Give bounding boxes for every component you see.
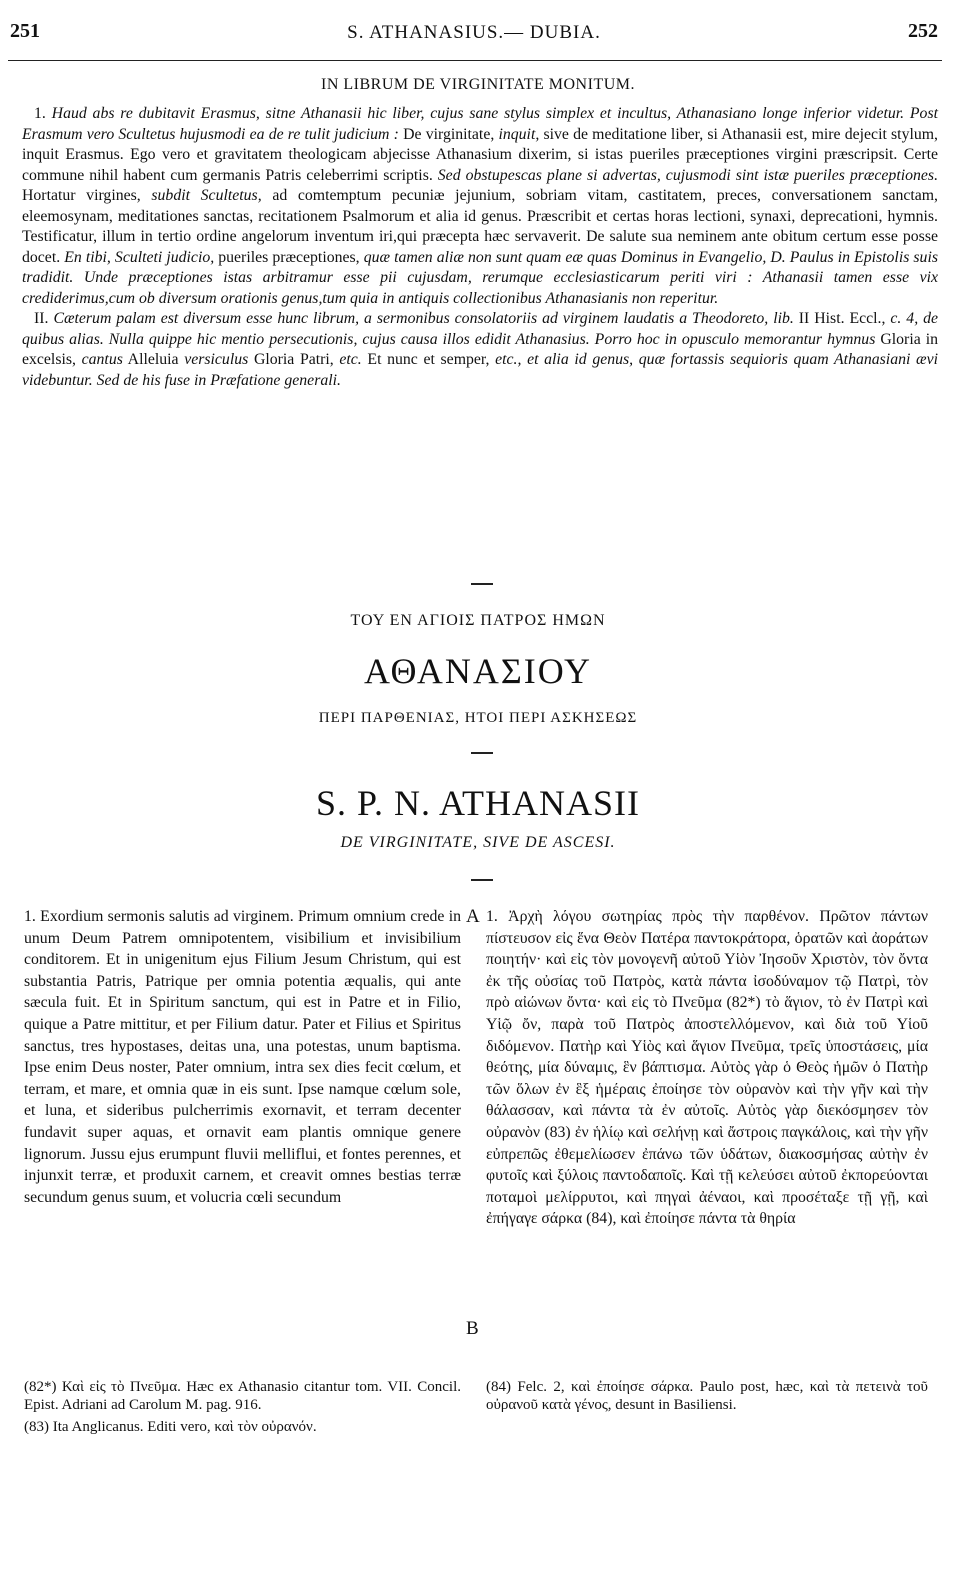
roman-text: II Hist. Eccl., bbox=[798, 310, 886, 327]
italic-text: quæ tamen aliæ non sunt quam eæ quas Dominus in Evangelio, D. Paulus in Epistolis suis tradidit. Unde præceptiones istas arbitramur esse pii cujusdam, rerumque ecclesiasticarum periti viri : Athanasii tamen esse vix crediderimus,cum ob diversum orationis genus,tum quia in antiquis collectionibus Athanasianis non reperitur. bbox=[22, 248, 938, 307]
roman-text: ad comtemptum pecuniæ jejunium, sobriam vitam, castitatem, preces, conversationem sanctam, eleemosynam, meditationes sanctas, recitationem Psalmorum et alia id genus. Præscribit et certas horas lectioni, synaxi, deprecationi, hymnis. Testificatur, illum in tertio ordine angelorum inventum iri,qui præcepta hæc servaverit. De salute sua neminem ante obitum certum esse posse docet. bbox=[22, 187, 939, 266]
roman-text: Et nunc et semper, bbox=[367, 351, 490, 368]
roman-text: pueriles præceptiones, bbox=[218, 248, 360, 266]
italic-text: etc. bbox=[339, 351, 362, 368]
roman-text: De virginitate, bbox=[403, 125, 495, 143]
latin-column: 1. Exordium sermonis salutis ad virginem. Primum omnium crede in unum Deum Patrem omnipotentem, visibilium et invisibilium conditorem. Et in unigenitum ejus Filium Jesum Christum, qui est substantia Patris, Patrique per omnia potentia æqualis, qui ante sæcula fuit. Et in Spiritum sanctum, qui est in Patre et in Filio, quique a Patre mittitur, et per Filium datur. Pater et Filius et Spiritus sanctus, tres hypostases, deitas una, una potestas, unum baptisma. Ipse enim Deus noster, Pater omnium, intra sex dies fecit cœlum, et terram, et mare, et omnia quæ in eis sunt. Ipse namque cœlum sole, et luna, et sideribus pulcherrimis exornavit, et terram decenter fundavit super aquas, et ornavit eam plantis omnique genere lignorum. Jussu ejus erumpunt fluvii melliflui, et fontes perennes, et injunxit terræ, et produxit carnem, et creavit omnes bestias terræ secundum genus suum, et volucria cœli secundum bbox=[24, 908, 461, 1206]
running-head bbox=[10, 20, 938, 50]
section-dash bbox=[471, 583, 493, 585]
italic-text: etc., bbox=[495, 351, 522, 368]
roman-text: sive de meditatione liber, si Athanasii est, mire dejecit stylum, inquit Erasmus. Ego vero et gravitatem theologicam abjecisse Athanasium dixerim, si istas pueriles præceptiones virgini præscripsit. Certe commune nihil habent cum germanis Patris celeberrimi scriptis. bbox=[22, 125, 938, 184]
footnote: (82*) Καὶ εἰς τὸ Πνεῦμα. Hæc ex Athanasio citantur tom. VII. Concil. Epist. Adriani ad Carolum M. pag. 916. bbox=[24, 1379, 461, 1413]
paragraph-number: II. bbox=[34, 310, 49, 327]
section-dash bbox=[471, 879, 493, 881]
page-number-left: 251 bbox=[10, 20, 40, 42]
footnote: (84) Felc. 2, καὶ ἐποίησε σάρκα. Paulo post, hæc, καὶ τὰ πετεινὰ τοῦ οὐρανοῦ κατὰ γένος, desunt in Basiliensi. bbox=[486, 1379, 928, 1413]
latin-title-author: S. P. N. ATHANASII bbox=[315, 783, 641, 823]
monitum-paragraph-1 bbox=[22, 104, 938, 309]
italic-text: c. 4, de quibus alias. Nulla quippe hic mentio persecutionis, cujus causa illos edidit Athanasius. Porro hoc in opusculo memorantur hymnus bbox=[22, 310, 938, 348]
section-dash bbox=[471, 752, 493, 754]
italic-text: et alia id genus, quæ fortassis sequioris quam Athanasiani ævi videbuntur. Sed de his fuse in Præfatione generali. bbox=[22, 351, 938, 389]
footnotes-left bbox=[24, 1378, 461, 1440]
roman-text: Hortatur virgines, bbox=[22, 187, 141, 204]
greek-title-author: ΑΘΑΝΑΣΙΟΥ bbox=[364, 651, 592, 691]
margin-letter-a: A bbox=[466, 906, 480, 927]
italic-text: inquit, bbox=[498, 125, 540, 143]
italic-text: subdit Scultetus, bbox=[151, 187, 262, 204]
running-title: S. ATHANASIUS.— DUBIA. bbox=[347, 22, 601, 43]
margin-letter-b: B bbox=[466, 1318, 479, 1339]
page-number-right: 252 bbox=[908, 20, 938, 42]
greek-title-work: ΠΕΡΙ ΠΑΡΘΕΝΙΑΣ, ΗΤΟΙ ΠΕΡΙ ΑΣΚΗΣΕΩΣ bbox=[318, 710, 638, 726]
italic-text: Cæterum palam est diversum esse hunc librum, a sermonibus consolatoriis ad virginem laudatis a Theodoreto, lib. bbox=[53, 310, 794, 327]
paragraph-number: 1. bbox=[34, 105, 46, 122]
italic-text: Haud abs re dubitavit Erasmus, sitne Athanasii hic liber, cujus sane stylus simplex et incultus, Athanasiano longe inferior videtur. Post Erasmum vero Scultetus hujusmodi ea de re tulit judicium : bbox=[22, 105, 938, 143]
monitum-paragraph-2 bbox=[22, 309, 938, 391]
italic-text: Sed obstupescas plane si advertas, cujusmodi sint istæ pueriles præceptiones. bbox=[437, 166, 939, 184]
roman-text: Gloria in excelsis, bbox=[22, 330, 939, 368]
header-rule bbox=[8, 60, 942, 61]
monitum-body bbox=[22, 104, 938, 391]
italic-text: cantus bbox=[81, 351, 123, 368]
footnotes-right bbox=[486, 1378, 928, 1418]
roman-text: Alleluia bbox=[127, 351, 179, 368]
italic-text: En tibi, Sculteti judicio, bbox=[64, 248, 215, 266]
greek-column: 1. Ἀρχὴ λόγου σωτηρίας πρὸς τὴν παρθένον. Πρῶτον πάντων πίστευσον εἰς ἕνα Θεὸν Πατέρα παντοκράτορα, ὁρατῶν καὶ ἀοράτων ποιητήν· καὶ εἰς τὸν μονογενῆ αὐτοῦ Υἱὸν Ἰησοῦν Χριστὸν, τὸν ὄντα ἐκ τῆς οὐσίας τοῦ Πατρὸς, κατὰ πάντα ἰσοδύναμον τῷ Πατρὶ, τὸν πρὸ αἰώνων ὄντα· καὶ εἰς τὸ Πνεῦμα (82*) τὸ ἅγιον, τὸ ἐν Πατρὶ καὶ Υἱῷ ὄν, παρὰ τοῦ Πατρὸς ἀποστελλόμενον, καὶ διὰ τοῦ Υἱοῦ διδόμενον. Πατὴρ καὶ Υἱὸς καὶ ἅγιον Πνεῦμα, τρεῖς ὑποστάσεις, μία θεότης, μία δύναμις, ἓν βάπτισμα. Αὐτὸς γὰρ ὁ Θεὸς ἡμῶν ὁ Πατὴρ τῶν ὅλων ἐν ἓξ ἡμέραις ἐποίησε τὸν οὐρανὸν καὶ τὴν γῆν καὶ τὴν θάλασσαν, καὶ πάντα τὰ ἐν αὐτοῖς. Αὐτὸς γὰρ διεκόσμησεν τὸν οὐρανὸν (83) ἐν ἡλίῳ καὶ σελήνῃ καὶ ἄστροις παγκάλοις, καὶ τὴν γῆν εὐπρεπῶς ἐθεμελίωσεν ἐπάνω τῶν ὑδάτων, διακοσμήσας αὐτὴν ἐν φυτοῖς καὶ ξύλοις παντοδαποῖς. Καὶ τῇ κελεύσει αὐτοῦ ἐκπορεύονται ποταμοὶ μελίρρυτοι, καὶ πηγαὶ ἀέναοι, καὶ προσέταξε τῇ γῇ, καὶ ἐπήγαγε σάρκα (84), καὶ ἐποίησε πάντα τὰ θηρία bbox=[486, 908, 928, 1228]
italic-text: versiculus bbox=[184, 351, 249, 368]
footnote: (83) Ita Anglicanus. Editi vero, καὶ τὸν οὐρανόν. bbox=[24, 1419, 317, 1435]
latin-title-work: DE VIRGINITATE, SIVE DE ASCESI. bbox=[340, 834, 616, 851]
monitum-title: IN LIBRUM DE VIRGINITATE MONITUM. bbox=[320, 76, 635, 93]
roman-text: Gloria Patri, bbox=[253, 351, 334, 368]
greek-title-line-1: ΤΟΥ ΕΝ ΑΓΙΟΙΣ ΠΑΤΡΟΣ ΗΜΩΝ bbox=[350, 612, 606, 629]
